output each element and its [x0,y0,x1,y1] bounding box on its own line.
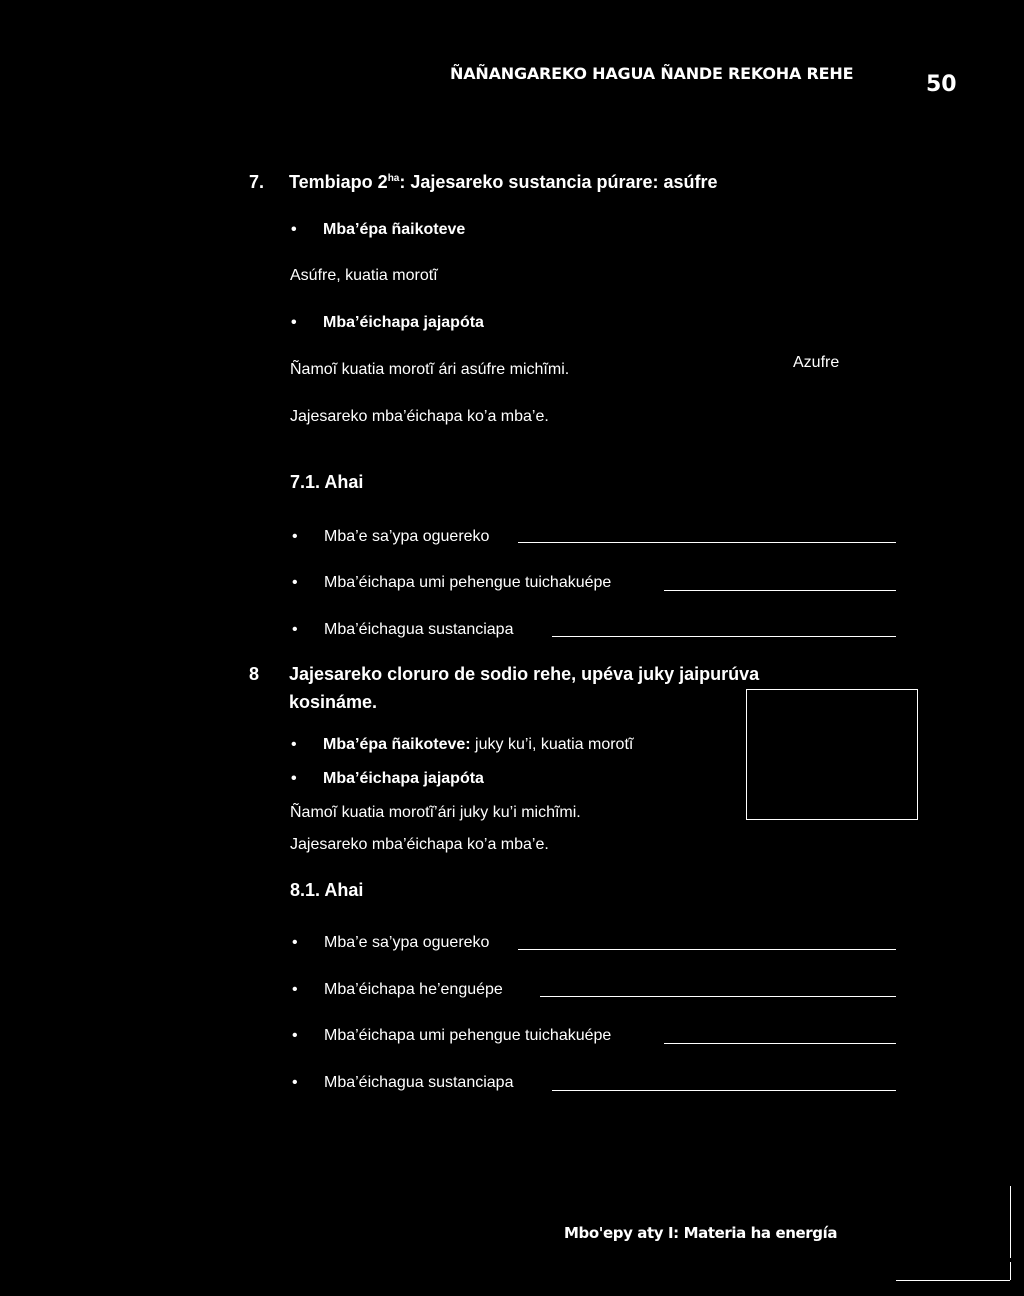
section-7-1-title: 7.1. Ahai [290,472,364,492]
answer-line[interactable] [664,1043,896,1044]
answer-line[interactable] [540,996,896,997]
answer-item-label: • Mba’éichapa umi pehengue tuichakuépe [324,574,611,592]
footer-vertical-rule [1010,1186,1011,1258]
section-8-1-title: 8.1. Ahai [290,880,364,900]
footer-horizontal-rule [896,1280,1010,1281]
procedure-label: • Mba’éichapa jajapóta [323,314,484,332]
section-8-number: 8 [249,664,260,684]
answer-line[interactable] [518,542,896,543]
answer-item-label: • Mba’éichagua sustanciapa [324,621,513,639]
answer-item-label: • Mba’e sa’ypa oguereko [324,934,489,952]
running-header: ÑAÑANGAREKO HAGUA ÑANDE REKOHA REHE [450,64,854,83]
section-8-title-line1: Jajesareko cloruro de sodio rehe, upéva juky jaipurúva [289,664,760,684]
footer-corner-rule [1010,1262,1011,1280]
materials-label: • Mba’épa ñaikoteve [323,221,465,239]
image-frame [746,689,918,820]
answer-item-label: • Mba’e sa’ypa oguereko [324,528,489,546]
section-7-title: Tembiapo $2^{ha}$: Jajesareko sustancia púrare: asúfre [289,172,718,192]
answer-item-label: • Mba’éichapa umi pehengue tuichakuépe [324,1027,611,1045]
answer-line[interactable] [518,949,896,950]
materials-text: Asúfre, kuatia morotĩ [290,267,438,284]
answer-line[interactable] [552,1090,896,1091]
procedure-text: Ñamoĩ kuatia morotĩ ári asúfre michĩmi. [290,361,570,378]
section-7-number: 7. [249,172,265,192]
section-8-title-line2: kosináme. [289,692,378,712]
answer-line[interactable] [552,636,896,637]
answer-item-label: • Mba’éichapa he’enguépe [324,981,503,999]
image-caption: Azufre [793,354,840,371]
observe-text: Jajesareko mba’éichapa ko’a mba’e. [290,836,549,853]
procedure-label: • Mba’éichapa jajapóta [323,770,484,788]
answer-line[interactable] [664,590,896,591]
answer-item-label: • Mba’éichagua sustanciapa [324,1074,513,1092]
footer-text: Mbo'epy aty I: Materia ha energía [564,1224,838,1242]
materials-line: • Mba’épa ñaikoteve: juky ku’i, kuatia morotĩ [323,736,633,754]
observe-text: Jajesareko mba’éichapa ko’a mba’e. [290,408,549,425]
procedure-text: Ñamoĩ kuatia morotĩ’ári juky ku’i michĩmi. [290,804,581,821]
page-number: 50 [926,72,957,97]
